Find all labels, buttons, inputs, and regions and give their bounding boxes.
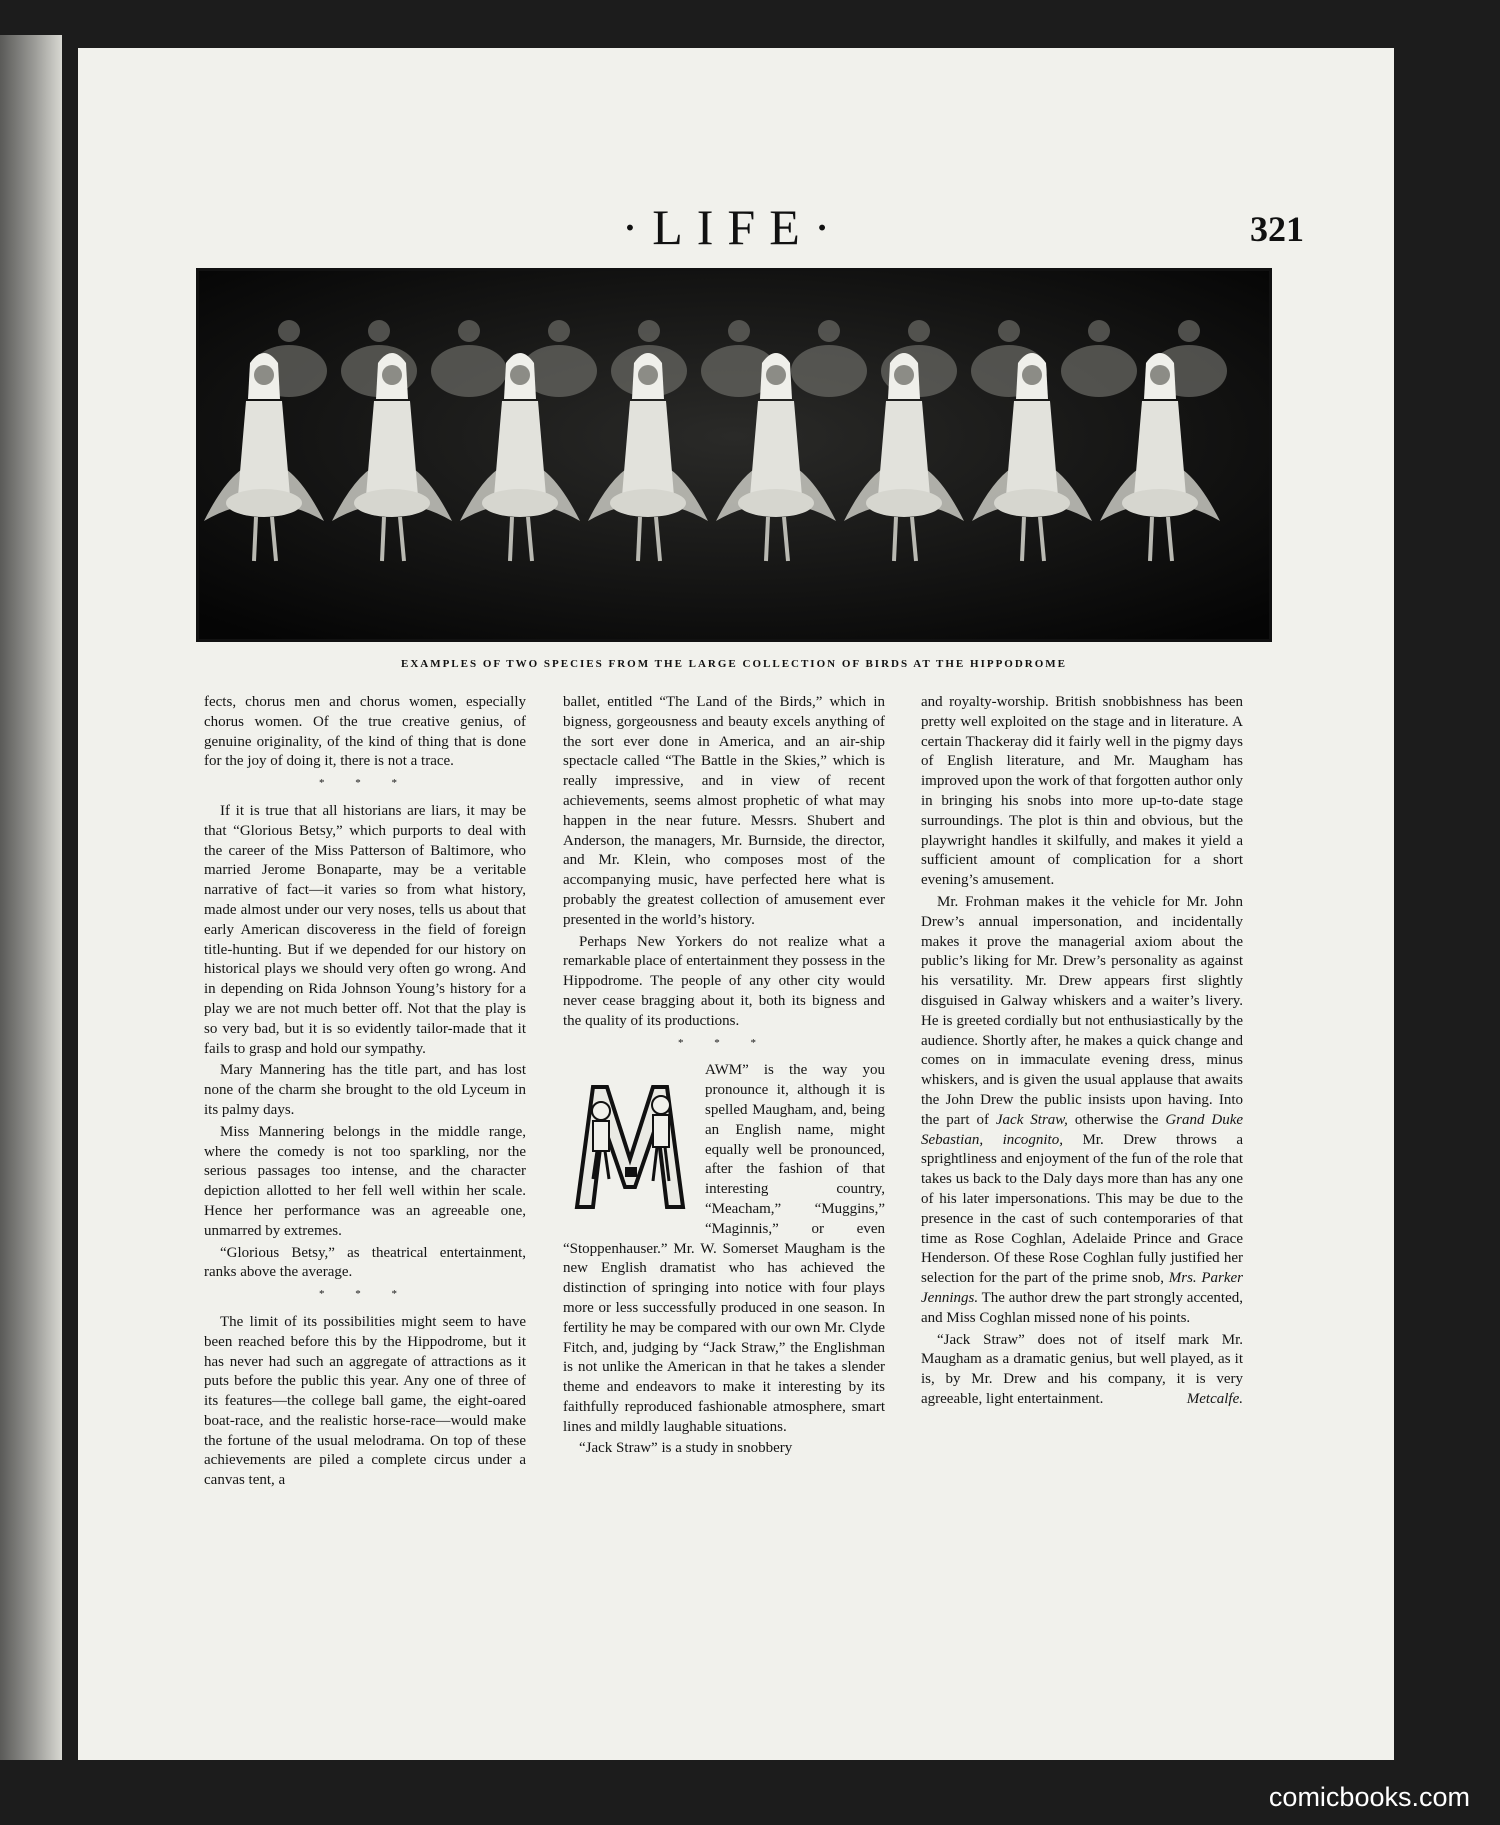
dropcap-paragraph (563, 1061, 885, 1439)
paragraph: AWM” is the way you pronounce it, although it is spelled Maugham, and, being an English name, might equally well be pronounced, after the fashion of that interesting country, “Meacham,” “Muggins,” “Maginnis,” or even “Stoppenhauser.” Mr. W. Somerset Maugham is the new English dramatist who has achieved the distinction of springing into notice with four plays more or less successfully produced in one season. In fertility he may be compared with our own Mr. Clyde Fitch, and, judging by “Jack Straw,” the Englishman is not unlike the American in that he takes a slender theme and endeavors to make it interesting by its faithfully reproduced fashionable atmosphere, smart lines and mildly laughable situations. (563, 1062, 885, 1435)
paragraph (921, 1331, 1243, 1410)
text-run: The author drew the part strongly accented, and Miss Coghlan missed none of his points. (921, 1289, 1243, 1326)
page-number: 321 (1250, 209, 1304, 249)
article-column-3 (921, 693, 1243, 1412)
paragraph: Mary Mannering has the title part, and has lost none of the charm she brought to the old Lyceum in its palmy days. (204, 1062, 526, 1118)
paragraph: fects, chorus men and chorus women, especially chorus women. Of the true creative genius, of genuine originality, of the kind of thing that is done for the joy of doing it, there is not a trace. (204, 694, 526, 770)
paragraph (921, 893, 1243, 1329)
paragraph: The limit of its possibilities might seem to have been reached before this by the Hippodrome, but it has never had such an aggregate of attractions as it puts before the public this year. Any one of three of its features—the college ball game, the eight-oared boat-race, and the realistic horse-race—would make the fortune of the usual melodrama. On top of these achievements are piled a complete circus under a canvas tent, a (204, 1313, 526, 1489)
chorus-dancers-photo (196, 268, 1272, 642)
dancers-illustration (199, 271, 1269, 639)
paragraph: Miss Mannering belongs in the middle range, where the comedy is not too sparkling, nor the serious passages too intense, and the character depiction allotted to her fell well within her scale. Hence her performance was an agreeable one, unmarred by extremes. (204, 1123, 526, 1239)
paragraph: ballet, entitled “The Land of the Birds,” which in bigness, gorgeousness and beauty excels anything of the sort ever done in America, and an air-ship spectacle called “The Battle in the Skies,” which is really impressive, and in view of recent achievements, seems almost prophetic of what may happen in the near future. Messrs. Shubert and Anderson, the managers, Mr. Burnside, the director, and Mr. Klein, who composes most of the accompanying music, have perfected here what is probably the greatest collection of amusement ever presented in the world’s history. (563, 694, 885, 928)
section-divider: * * * (319, 1288, 411, 1301)
author-signature: Metcalfe. (1186, 1390, 1243, 1407)
article-column-1 (204, 693, 526, 1493)
italic-role-name: Grand Duke Sebastian, incognito, (921, 1111, 1244, 1148)
paragraph: and royalty-worship. British snobbishness has been pretty well exploited on the stage and in literature. A certain Thackeray did it fairly well in the pigmy days of English literature, and Mr. Maugham has improved upon the work of that forgotten author only in bringing his snobs into more up-to-date stage surroundings. The plot is thin and obvious, but the playwright handles it skilfully, and makes it yield a sufficient amount of complication for a short evening’s amusement. (921, 694, 1243, 889)
section-divider: * * * (319, 777, 411, 790)
italic-role-name: Jack Straw, (995, 1111, 1068, 1128)
source-watermark: comicbooks.com (1268, 1782, 1470, 1812)
text-run: “Jack Straw” does not of itself mark Mr. Maugham as a dramatic genius, but well played, as it is, by Mr. Drew and his company, it is very agreeable, light entertainment. (921, 1331, 1243, 1407)
paragraph: Perhaps New Yorkers do not realize what a remarkable place of entertainment they possess in the Hippodrome. The people of any other city would never cease bragging about it, both its bigness and the quality of its productions. (563, 933, 885, 1029)
adjacent-page-edge (0, 35, 62, 1760)
section-divider: * * * (678, 1036, 770, 1049)
paragraph: “Jack Straw” is a study in snobbery (579, 1440, 793, 1457)
photo-caption: EXAMPLES OF TWO SPECIES FROM THE LARGE COLLECTION OF BIRDS AT THE HIPPODROME (400, 658, 1068, 670)
magazine-page (78, 48, 1394, 1760)
italic-role-name: Mrs. Parker Jennings. (921, 1270, 1243, 1306)
text-run: otherwise the (1074, 1111, 1159, 1128)
text-run: Mr. Drew throws a sprightliness and enjoyment of the fun of the role that takes us back to the Daly days more than has any one of his later impersonations. This may be due to the presence in the cast of such contemporaries of that time as Rose Coghlan, Adelaide Prince and Grace Henderson. Of these Rose Coghlan fully justified her selection for the part of the prime snob, (921, 1131, 1244, 1287)
article-column-2 (563, 693, 885, 1461)
illuminated-letter-m-icon (563, 1067, 697, 1219)
paragraph: “Glorious Betsy,” as theatrical entertainment, ranks above the average. (204, 1244, 526, 1281)
text-run: Mr. Frohman makes it the vehicle for Mr. John Drew’s annual impersonation, and incidentally makes it prove the managerial axiom about the public’s liking for Mr. Drew’s personality as against his versatility. Mr. Drew appears first slightly disguised in Galway whiskers and a waiter’s livery. He is greeted cordially but not enthusiastically by the audience. Shortly after, he makes a quick change and comes on in immaculate evening dress, minus whiskers, and is given the usual applause that awaits the John Drew the public insists upon having. Into the part of (921, 893, 1243, 1128)
magazine-title: ·LIFE· (621, 199, 845, 255)
paragraph: If it is true that all historians are liars, it may be that “Glorious Betsy,” which purports to deal with the career of the Miss Patterson of Baltimore, who married Jerome Bonaparte, may be a veritable narrative of fact—it varies so from what history, made almost under our very noses, tells us about that early American discoveress in the field of foreign title-hunting. But if we depended for our history on historical plays we should very often go wrong. And in depending on Rida Johnson Young’s history for a play we are not much better off. Not that the play is so very bad, but it is so evidently tailor-made that it fails to grasp and hold our sympathy. (204, 802, 526, 1057)
